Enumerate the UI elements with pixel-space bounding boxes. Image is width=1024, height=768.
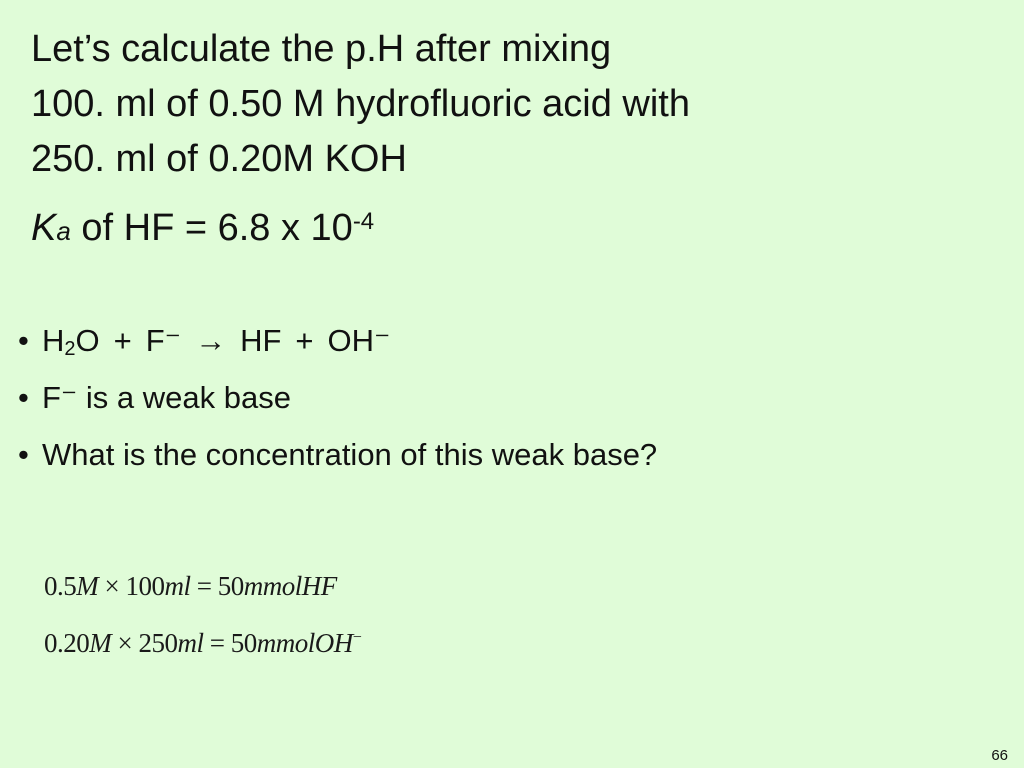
eq1-molarity-unit: M xyxy=(76,571,99,601)
title-line-2: 100. ml of 0.50 M hydrofluoric acid with xyxy=(31,83,690,125)
eq2-result-unit: mmolOH xyxy=(256,628,353,658)
title-line-1: Let’s calculate the p.H after mixing xyxy=(31,28,612,70)
ka-exponent: -4 xyxy=(352,208,375,235)
ka-symbol-k: K xyxy=(31,207,57,249)
reaction-hydroxide: OH⁻ xyxy=(327,323,391,358)
reaction-plus-2: + xyxy=(295,323,314,358)
bullet-list xyxy=(18,318,657,489)
ka-symbol-a: a xyxy=(56,216,71,246)
eq1-result-unit: mmolHF xyxy=(243,571,337,601)
eq2-times: × xyxy=(111,628,139,658)
bullet-reaction xyxy=(18,318,657,375)
eq2-equals: = xyxy=(203,628,231,658)
eq1-result: 50 xyxy=(217,571,244,601)
title-line-3: 250. ml of 0.20M KOH xyxy=(31,138,407,180)
eq2-volume: 250 xyxy=(138,628,178,658)
reaction-plus-1: + xyxy=(113,323,132,358)
bullet-dot: • xyxy=(18,437,29,472)
eq1-times: × xyxy=(98,571,126,601)
eq1-molarity: 0.5 xyxy=(44,571,77,601)
reaction-h: H xyxy=(42,323,65,358)
equation-oh xyxy=(44,612,361,669)
eq2-volume-unit: ml xyxy=(177,628,204,658)
eq1-volume: 100 xyxy=(125,571,165,601)
eq2-charge: − xyxy=(352,629,362,646)
eq2-result: 50 xyxy=(230,628,257,658)
bullet-question xyxy=(18,432,657,489)
bullet-dot: • xyxy=(18,323,29,358)
eq2-molarity: 0.20 xyxy=(44,628,90,658)
ka-statement xyxy=(31,203,374,256)
reaction-hf: HF xyxy=(240,323,282,358)
eq1-volume-unit: ml xyxy=(164,571,191,601)
bullet-dot: • xyxy=(18,380,29,415)
slide-title xyxy=(31,22,690,187)
bullet-weak-base xyxy=(18,375,657,432)
ka-text: of HF = 6.8 x 10 xyxy=(70,207,353,249)
reaction-arrow-icon: → xyxy=(195,323,227,358)
question-text: What is the concentration of this weak base? xyxy=(42,437,658,472)
equation-hf xyxy=(44,560,361,612)
eq1-equals: = xyxy=(190,571,218,601)
weak-base-text: F⁻ is a weak base xyxy=(42,380,291,415)
reaction-subscript: 2 xyxy=(64,338,76,360)
page-number: 66 xyxy=(991,747,1008,764)
eq2-molarity-unit: M xyxy=(89,628,112,658)
reaction-o: O xyxy=(75,323,100,358)
reaction-fluoride: F⁻ xyxy=(145,323,182,358)
equation-block xyxy=(44,560,361,669)
